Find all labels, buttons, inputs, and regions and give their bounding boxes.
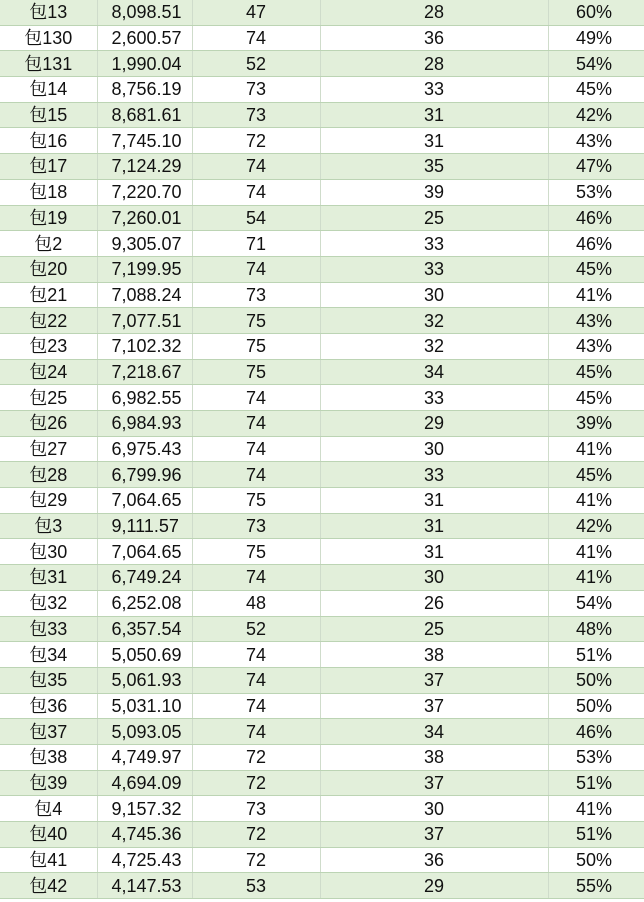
cell-percentage[interactable]: 48% <box>548 616 644 642</box>
cell-count-a[interactable]: 75 <box>192 359 320 385</box>
cell-amount[interactable]: 4,694.09 <box>97 770 192 796</box>
table-row <box>0 667 644 693</box>
table-row <box>0 128 644 154</box>
table-row <box>0 590 644 616</box>
cell-amount[interactable]: 9,157.32 <box>97 796 192 822</box>
cell-package-name[interactable]: 包35 <box>0 667 97 693</box>
cell-package-name[interactable]: 包36 <box>0 693 97 719</box>
cell-amount[interactable]: 2,600.57 <box>97 25 192 51</box>
cell-count-b[interactable]: 38 <box>320 744 548 770</box>
cell-amount[interactable]: 7,220.70 <box>97 179 192 205</box>
cell-percentage[interactable]: 54% <box>548 51 644 77</box>
table-row <box>0 385 644 411</box>
cell-percentage[interactable]: 41% <box>548 488 644 514</box>
cell-count-a[interactable]: 73 <box>192 513 320 539</box>
table-row <box>0 462 644 488</box>
cell-count-b[interactable]: 31 <box>320 513 548 539</box>
cell-count-b[interactable]: 30 <box>320 282 548 308</box>
table-row <box>0 359 644 385</box>
cell-package-name[interactable]: 包14 <box>0 77 97 103</box>
cell-percentage[interactable]: 51% <box>548 822 644 848</box>
table-row <box>0 0 644 25</box>
cell-amount[interactable]: 8,756.19 <box>97 77 192 103</box>
cell-package-name[interactable]: 包13 <box>0 0 97 25</box>
cell-package-name[interactable]: 包15 <box>0 102 97 128</box>
cell-percentage[interactable]: 43% <box>548 333 644 359</box>
table-row <box>0 513 644 539</box>
cell-amount[interactable]: 4,749.97 <box>97 744 192 770</box>
cell-count-a[interactable]: 74 <box>192 462 320 488</box>
cell-count-b[interactable]: 34 <box>320 359 548 385</box>
cell-amount[interactable]: 7,102.32 <box>97 333 192 359</box>
cell-package-name[interactable]: 包16 <box>0 128 97 154</box>
cell-count-b[interactable]: 39 <box>320 179 548 205</box>
cell-percentage[interactable]: 41% <box>548 539 644 565</box>
cell-count-a[interactable]: 74 <box>192 719 320 745</box>
cell-count-b[interactable]: 34 <box>320 719 548 745</box>
cell-percentage[interactable]: 53% <box>548 744 644 770</box>
cell-count-b[interactable]: 31 <box>320 128 548 154</box>
table-row <box>0 488 644 514</box>
cell-package-name[interactable]: 包22 <box>0 308 97 334</box>
cell-count-b[interactable]: 33 <box>320 462 548 488</box>
cell-count-a[interactable]: 48 <box>192 590 320 616</box>
table-row <box>0 642 644 668</box>
cell-count-a[interactable]: 75 <box>192 539 320 565</box>
cell-percentage[interactable]: 53% <box>548 179 644 205</box>
table-row <box>0 102 644 128</box>
cell-count-a[interactable]: 74 <box>192 411 320 437</box>
cell-percentage[interactable]: 41% <box>548 282 644 308</box>
cell-percentage[interactable]: 45% <box>548 77 644 103</box>
cell-count-a[interactable]: 74 <box>192 565 320 591</box>
cell-count-b[interactable]: 33 <box>320 385 548 411</box>
cell-package-name[interactable]: 包40 <box>0 822 97 848</box>
cell-package-name[interactable]: 包24 <box>0 359 97 385</box>
cell-package-name[interactable]: 包23 <box>0 333 97 359</box>
cell-amount[interactable]: 5,061.93 <box>97 667 192 693</box>
cell-package-name[interactable]: 包27 <box>0 436 97 462</box>
table-row <box>0 873 644 899</box>
cell-amount[interactable]: 7,064.65 <box>97 539 192 565</box>
cell-amount[interactable]: 1,990.04 <box>97 51 192 77</box>
cell-count-b[interactable]: 29 <box>320 411 548 437</box>
cell-amount[interactable]: 6,749.24 <box>97 565 192 591</box>
cell-amount[interactable]: 7,199.95 <box>97 256 192 282</box>
cell-package-name[interactable]: 包19 <box>0 205 97 231</box>
cell-count-a[interactable]: 74 <box>192 667 320 693</box>
cell-count-b[interactable]: 28 <box>320 51 548 77</box>
table-row <box>0 308 644 334</box>
cell-amount[interactable]: 8,098.51 <box>97 0 192 25</box>
cell-count-b[interactable]: 29 <box>320 873 548 899</box>
cell-amount[interactable]: 6,984.93 <box>97 411 192 437</box>
cell-package-name[interactable]: 包26 <box>0 411 97 437</box>
table-row <box>0 796 644 822</box>
cell-package-name[interactable]: 包21 <box>0 282 97 308</box>
cell-package-name[interactable]: 包41 <box>0 847 97 873</box>
cell-amount[interactable]: 7,077.51 <box>97 308 192 334</box>
cell-count-a[interactable]: 74 <box>192 25 320 51</box>
cell-count-b[interactable]: 31 <box>320 488 548 514</box>
cell-count-b[interactable]: 36 <box>320 25 548 51</box>
cell-percentage[interactable]: 41% <box>548 796 644 822</box>
cell-count-a[interactable]: 74 <box>192 154 320 180</box>
cell-amount[interactable]: 7,088.24 <box>97 282 192 308</box>
table-row <box>0 333 644 359</box>
cell-count-a[interactable]: 54 <box>192 205 320 231</box>
cell-amount[interactable]: 5,093.05 <box>97 719 192 745</box>
cell-count-b[interactable]: 31 <box>320 539 548 565</box>
cell-count-b[interactable]: 37 <box>320 822 548 848</box>
cell-count-b[interactable]: 35 <box>320 154 548 180</box>
cell-count-a[interactable]: 72 <box>192 128 320 154</box>
cell-percentage[interactable]: 42% <box>548 102 644 128</box>
cell-percentage[interactable]: 50% <box>548 847 644 873</box>
table-row <box>0 744 644 770</box>
cell-percentage[interactable]: 50% <box>548 693 644 719</box>
cell-count-b[interactable]: 30 <box>320 436 548 462</box>
table-row <box>0 616 644 642</box>
table-row <box>0 539 644 565</box>
cell-package-name[interactable]: 包130 <box>0 25 97 51</box>
cell-percentage[interactable]: 43% <box>548 308 644 334</box>
cell-count-a[interactable]: 74 <box>192 693 320 719</box>
cell-amount[interactable]: 7,218.67 <box>97 359 192 385</box>
cell-package-name[interactable]: 包42 <box>0 873 97 899</box>
cell-percentage[interactable]: 54% <box>548 590 644 616</box>
cell-package-name[interactable]: 包38 <box>0 744 97 770</box>
cell-package-name[interactable]: 包131 <box>0 51 97 77</box>
cell-count-a[interactable]: 75 <box>192 488 320 514</box>
cell-count-b[interactable]: 30 <box>320 565 548 591</box>
cell-amount[interactable]: 7,745.10 <box>97 128 192 154</box>
table-row <box>0 231 644 257</box>
table-row <box>0 256 644 282</box>
cell-count-a[interactable]: 74 <box>192 385 320 411</box>
table-row <box>0 51 644 77</box>
cell-package-name[interactable]: 包29 <box>0 488 97 514</box>
cell-count-a[interactable]: 72 <box>192 847 320 873</box>
cell-package-name[interactable]: 包32 <box>0 590 97 616</box>
table-row <box>0 693 644 719</box>
cell-amount[interactable]: 5,031.10 <box>97 693 192 719</box>
table-row <box>0 719 644 745</box>
cell-percentage[interactable]: 50% <box>548 667 644 693</box>
cell-count-b[interactable]: 32 <box>320 308 548 334</box>
cell-amount[interactable]: 4,725.43 <box>97 847 192 873</box>
cell-count-b[interactable]: 32 <box>320 333 548 359</box>
cell-amount[interactable]: 4,745.36 <box>97 822 192 848</box>
cell-count-a[interactable]: 74 <box>192 256 320 282</box>
cell-package-name[interactable]: 包31 <box>0 565 97 591</box>
table-row <box>0 77 644 103</box>
cell-count-a[interactable]: 73 <box>192 77 320 103</box>
cell-count-b[interactable]: 28 <box>320 0 548 25</box>
table-row <box>0 179 644 205</box>
cell-count-b[interactable]: 37 <box>320 693 548 719</box>
cell-count-a[interactable]: 75 <box>192 333 320 359</box>
cell-percentage[interactable]: 43% <box>548 128 644 154</box>
table-row <box>0 282 644 308</box>
table-row <box>0 822 644 848</box>
cell-package-name[interactable]: 包33 <box>0 616 97 642</box>
cell-package-name[interactable]: 包34 <box>0 642 97 668</box>
table-row <box>0 565 644 591</box>
cell-count-a[interactable]: 52 <box>192 51 320 77</box>
cell-count-b[interactable]: 37 <box>320 770 548 796</box>
cell-percentage[interactable]: 45% <box>548 385 644 411</box>
cell-percentage[interactable]: 46% <box>548 231 644 257</box>
cell-percentage[interactable]: 51% <box>548 642 644 668</box>
cell-count-a[interactable]: 74 <box>192 436 320 462</box>
cell-count-a[interactable]: 72 <box>192 744 320 770</box>
cell-percentage[interactable]: 47% <box>548 154 644 180</box>
cell-percentage[interactable]: 41% <box>548 436 644 462</box>
cell-package-name[interactable]: 包18 <box>0 179 97 205</box>
table-row <box>0 154 644 180</box>
table-row <box>0 770 644 796</box>
cell-amount[interactable]: 7,260.01 <box>97 205 192 231</box>
cell-count-a[interactable]: 73 <box>192 796 320 822</box>
cell-percentage[interactable]: 45% <box>548 256 644 282</box>
cell-count-b[interactable]: 25 <box>320 205 548 231</box>
cell-package-name[interactable]: 包30 <box>0 539 97 565</box>
cell-percentage[interactable]: 46% <box>548 719 644 745</box>
cell-count-b[interactable]: 37 <box>320 667 548 693</box>
cell-count-a[interactable]: 52 <box>192 616 320 642</box>
cell-percentage[interactable]: 42% <box>548 513 644 539</box>
cell-amount[interactable]: 7,064.65 <box>97 488 192 514</box>
cell-count-a[interactable]: 72 <box>192 770 320 796</box>
table-row <box>0 847 644 873</box>
cell-amount[interactable]: 7,124.29 <box>97 154 192 180</box>
cell-count-b[interactable]: 33 <box>320 256 548 282</box>
cell-amount[interactable]: 6,982.55 <box>97 385 192 411</box>
cell-count-b[interactable]: 30 <box>320 796 548 822</box>
cell-amount[interactable]: 6,799.96 <box>97 462 192 488</box>
cell-percentage[interactable]: 45% <box>548 462 644 488</box>
cell-package-name[interactable]: 包20 <box>0 256 97 282</box>
cell-percentage[interactable]: 46% <box>548 205 644 231</box>
cell-package-name[interactable]: 包2 <box>0 231 97 257</box>
cell-amount[interactable]: 9,305.07 <box>97 231 192 257</box>
cell-count-b[interactable]: 31 <box>320 102 548 128</box>
cell-count-a[interactable]: 73 <box>192 102 320 128</box>
cell-count-a[interactable]: 71 <box>192 231 320 257</box>
cell-count-b[interactable]: 26 <box>320 590 548 616</box>
table-row <box>0 205 644 231</box>
cell-amount[interactable]: 8,681.61 <box>97 102 192 128</box>
cell-count-b[interactable]: 25 <box>320 616 548 642</box>
cell-package-name[interactable]: 包25 <box>0 385 97 411</box>
cell-count-a[interactable]: 73 <box>192 282 320 308</box>
table-row <box>0 411 644 437</box>
cell-count-b[interactable]: 36 <box>320 847 548 873</box>
cell-percentage[interactable]: 51% <box>548 770 644 796</box>
cell-amount[interactable]: 6,975.43 <box>97 436 192 462</box>
cell-count-a[interactable]: 72 <box>192 822 320 848</box>
cell-package-name[interactable]: 包37 <box>0 719 97 745</box>
table-row <box>0 25 644 51</box>
cell-count-a[interactable]: 74 <box>192 179 320 205</box>
cell-percentage[interactable]: 45% <box>548 359 644 385</box>
cell-count-b[interactable]: 33 <box>320 77 548 103</box>
cell-percentage[interactable]: 41% <box>548 565 644 591</box>
table-row <box>0 436 644 462</box>
cell-package-name[interactable]: 包4 <box>0 796 97 822</box>
cell-amount[interactable]: 5,050.69 <box>97 642 192 668</box>
cell-percentage[interactable]: 39% <box>548 411 644 437</box>
cell-count-a[interactable]: 47 <box>192 0 320 25</box>
cell-amount[interactable]: 6,357.54 <box>97 616 192 642</box>
cell-count-b[interactable]: 38 <box>320 642 548 668</box>
cell-percentage[interactable]: 55% <box>548 873 644 899</box>
cell-amount[interactable]: 4,147.53 <box>97 873 192 899</box>
cell-percentage[interactable]: 49% <box>548 25 644 51</box>
cell-amount[interactable]: 9,111.57 <box>97 513 192 539</box>
cell-count-a[interactable]: 53 <box>192 873 320 899</box>
cell-count-b[interactable]: 33 <box>320 231 548 257</box>
cell-package-name[interactable]: 包17 <box>0 154 97 180</box>
cell-package-name[interactable]: 包28 <box>0 462 97 488</box>
cell-count-a[interactable]: 75 <box>192 308 320 334</box>
cell-package-name[interactable]: 包3 <box>0 513 97 539</box>
cell-percentage[interactable]: 60% <box>548 0 644 25</box>
cell-package-name[interactable]: 包39 <box>0 770 97 796</box>
cell-amount[interactable]: 6,252.08 <box>97 590 192 616</box>
cell-count-a[interactable]: 74 <box>192 642 320 668</box>
